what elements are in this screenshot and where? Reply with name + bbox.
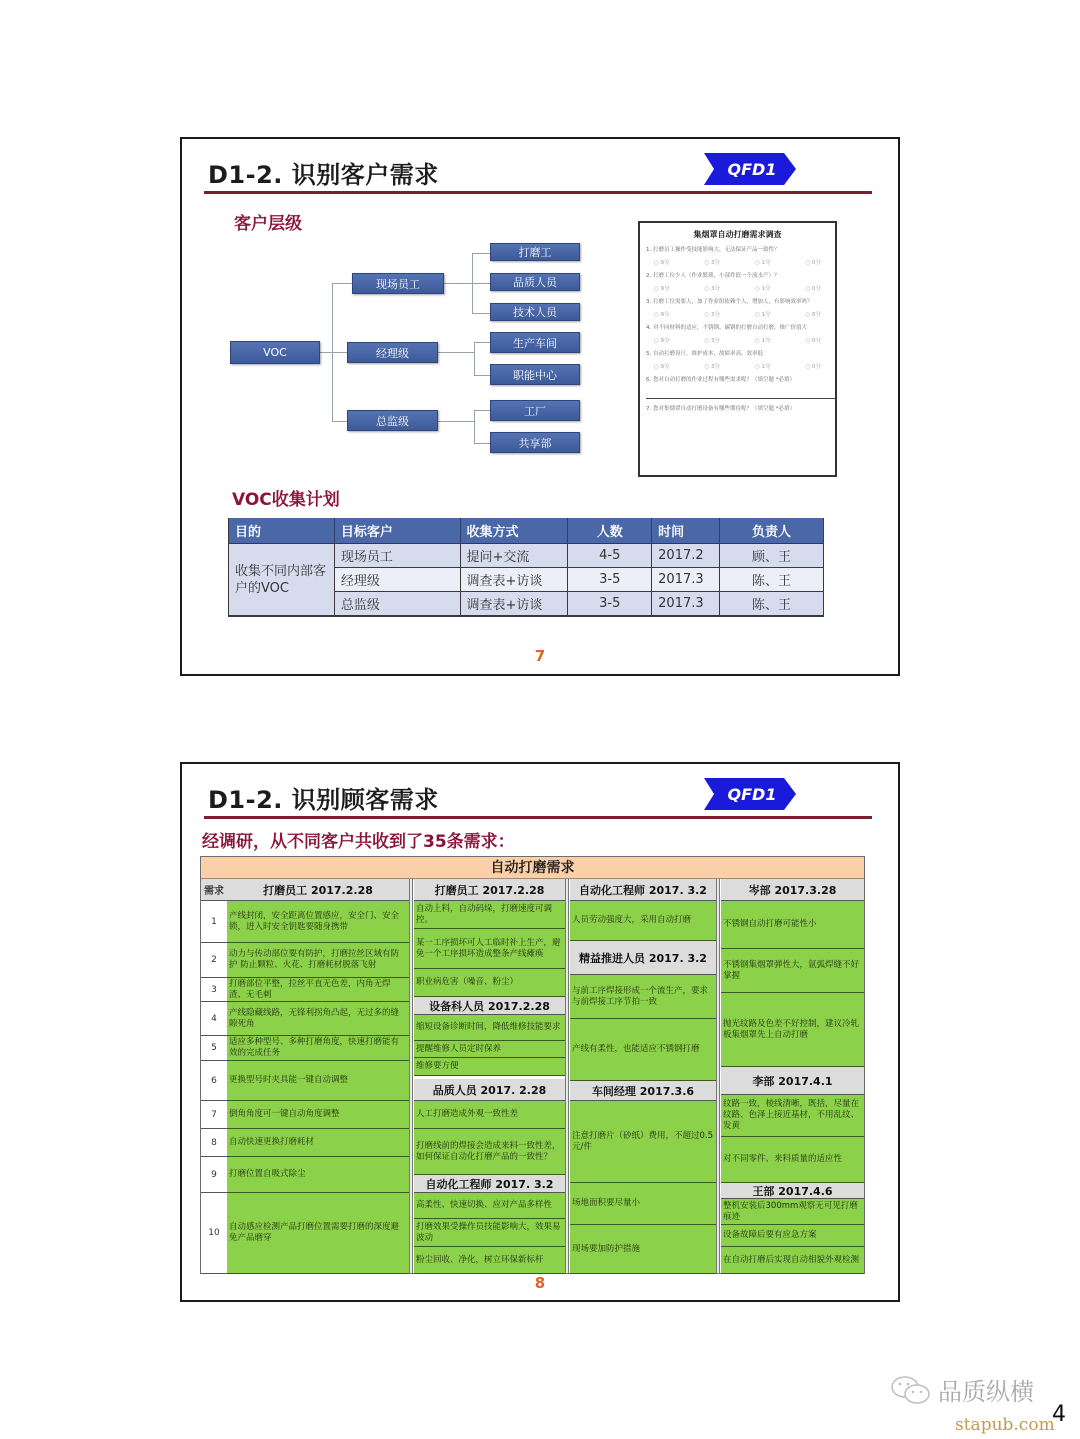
wechat-icon	[890, 1375, 932, 1405]
slide-title: D1-2. 识别客户需求	[208, 161, 439, 189]
page-number: 7	[534, 647, 546, 665]
need-cell: 整机安装后300mm观察无可见打磨痕迹	[721, 1199, 864, 1225]
col-header-target: 目标客户	[334, 518, 460, 544]
need-cell: 现场要加防护措施	[570, 1225, 716, 1274]
cell-purpose: 收集不同内部客户的VOC	[229, 544, 335, 617]
survey-option: ○ 0分	[805, 312, 821, 318]
row-number: 2	[201, 943, 227, 978]
group-header: 打磨员工 2017.2.28	[414, 879, 565, 901]
cell-method: 调查表+访谈	[460, 592, 568, 617]
survey-option: ○ 0分	[805, 364, 821, 370]
survey-option: ○ 0分	[805, 338, 821, 344]
survey-question: 3. 打磨工位需要人，加了作业组依赖个人，增加人，有影响效率吗？	[646, 299, 813, 305]
row-number: 4	[201, 1002, 227, 1036]
need-cell: 自动感应检测产品打磨位置需要打磨的深度避免产品磨穿	[227, 1193, 409, 1274]
arrow-badge-icon	[704, 778, 796, 810]
need-cell: 产线隐藏线路，无锋利拐角凸起，无过多的缝隙死角	[227, 1002, 409, 1036]
survey-option: ○ 9分	[654, 260, 670, 266]
survey-form-thumbnail	[638, 221, 837, 477]
org-node-voc: VOC	[230, 341, 320, 364]
survey-title: 集烟罩自动打磨需求调查	[693, 230, 782, 239]
column-grinding-equipment-quality-automation	[414, 879, 565, 1274]
cell-count: 3-5	[568, 592, 652, 617]
survey-question: 2. 打磨工位少人（作业繁琐，小部件值一个流水产）？	[646, 273, 780, 279]
survey-question: 5. 自动打磨设计，维护成本，故障率高，效率低	[646, 351, 763, 357]
cell-target: 现场员工	[334, 544, 460, 568]
col-header-count: 人数	[568, 518, 652, 544]
section-title-customer-levels: 客户层级	[234, 214, 302, 234]
row-number: 3	[201, 978, 227, 1002]
subtitle-35-needs: 经调研，从不同客户共收到了35条需求：	[202, 832, 515, 852]
group-header: 精益推进人员 2017. 3.2	[570, 941, 716, 975]
survey-option: ○ 3分	[704, 338, 721, 344]
watermark-brand	[890, 1372, 1034, 1407]
org-node-field-staff: 现场员工	[352, 273, 444, 294]
need-cell: 缩短设备诊断时间，降低维修技能要求	[414, 1015, 565, 1041]
cell-time: 2017.3	[652, 568, 720, 592]
need-cell: 自动上料，自动码垛，打磨速度可调控。	[414, 901, 565, 929]
survey-answer-line	[646, 398, 835, 399]
page-number: 8	[534, 1274, 546, 1292]
need-cell: 更换型号时夹具能一键自动调整	[227, 1061, 409, 1101]
badge-label: QFD1	[727, 785, 777, 804]
need-cell: 在自动打磨后实现自动相貌外观检测	[721, 1247, 864, 1274]
column-separator	[716, 879, 720, 1273]
watermark-site: stapub.com	[955, 1415, 1055, 1435]
group-header: 王部 2017.4.6	[721, 1183, 864, 1199]
cell-time: 2017.3	[652, 592, 720, 617]
cell-owner: 顾、王	[720, 544, 824, 568]
survey-option: ○ 3分	[704, 260, 721, 266]
need-cell: 设备故障后要有应急方案	[721, 1225, 864, 1247]
group-header: 车间经理 2017.3.6	[570, 1081, 716, 1101]
survey-option: ○ 0分	[805, 260, 821, 266]
survey-option: ○ 1分	[754, 364, 771, 370]
arrow-badge-icon	[704, 153, 796, 185]
need-cell: 职业病危害（噪音、粉尘）	[414, 969, 565, 997]
survey-option: ○ 1分	[754, 260, 771, 266]
col-header-need: 需求	[201, 879, 227, 901]
survey-question: 6. 您对自动打磨的作业过程有哪些需求呢？（填空题 *必填）	[646, 377, 795, 383]
survey-option: ○ 1分	[754, 338, 771, 344]
column-separator	[409, 879, 413, 1273]
voc-plan-table	[228, 518, 824, 617]
need-cell: 抛光纹路及色差不好控制，建议冷轧板集烟罩先上自动打磨	[721, 993, 864, 1067]
survey-options	[646, 358, 829, 372]
slide-title: D1-2. 识别顾客需求	[208, 786, 439, 814]
slide-identify-customer-needs	[180, 137, 900, 676]
column-automation-lean-workshop	[570, 879, 716, 1274]
need-cell: 打磨部位平整，拉丝平直无色差，内角无焊渣、无毛刺	[227, 978, 409, 1002]
slide-identify-client-needs	[180, 762, 900, 1302]
cell-time: 2017.2	[652, 544, 720, 568]
group-header: 品质人员 2017. 2.28	[414, 1079, 565, 1101]
need-cell: 场地面积要尽量小	[570, 1183, 716, 1225]
survey-question: 7. 您对集烟罩自动打磨设备有哪些期待呢？（填空题 *必填）	[646, 406, 795, 412]
survey-option: ○ 1分	[754, 312, 771, 318]
column-grinding-staff-1	[201, 879, 409, 1274]
qfd1-badge	[704, 153, 796, 185]
need-cell: 打磨线前的焊接会造成来料一致性差，如何保证自动化打磨产品的一致性？	[414, 1129, 565, 1175]
row-number: 10	[201, 1193, 227, 1274]
group-header: 李部 2017.4.1	[721, 1067, 864, 1095]
qfd1-badge	[704, 778, 796, 810]
badge-label: QFD1	[727, 160, 777, 179]
org-node-director: 总监级	[347, 410, 438, 431]
survey-options	[646, 280, 829, 294]
row-number: 9	[201, 1157, 227, 1193]
need-cell: 动力与传动部位要有防护，打磨拉丝区域有防护 防止颗粒、火花、打磨耗材脱落飞射	[227, 943, 409, 978]
need-cell: 打磨效果受操作员技能影响大，效果易波动	[414, 1219, 565, 1247]
need-cell: 提醒维修人员定时保养	[414, 1041, 565, 1058]
survey-option: ○ 9分	[654, 364, 670, 370]
org-node-tech-staff: 技术人员	[490, 303, 580, 321]
cell-count: 4-5	[568, 544, 652, 568]
document-page-number: 4	[1052, 1402, 1066, 1427]
need-cell: 与前工序焊接形成一个流生产，要求与前焊接工序节拍一致	[570, 975, 716, 1019]
group-header: 设备科人员 2017.2.28	[414, 997, 565, 1015]
table-row	[229, 544, 824, 568]
title-divider	[204, 191, 872, 194]
survey-question: 1. 打磨员工操作受技能影响大，无法保证产品一致性？	[646, 247, 780, 253]
cell-count: 3-5	[568, 568, 652, 592]
org-node-factory: 工厂	[490, 400, 580, 421]
need-cell: 纹路一致，棱线清晰，既括，尽量在纹路、色泽上接近基材，不用乱纹、发黄	[721, 1095, 864, 1137]
row-number: 1	[201, 901, 227, 943]
survey-options	[646, 254, 829, 268]
need-cell: 高柔性、快速切换、应对产品多样性	[414, 1193, 565, 1219]
col-header: 打磨员工 2017.2.28	[227, 879, 409, 901]
survey-options	[646, 332, 829, 346]
survey-question: 4. 对不同材料的适应，不锈钢、碳钢的打磨自动打磨，推广价值大	[646, 325, 807, 331]
survey-option: ○ 9分	[654, 338, 670, 344]
watermark-brand-text: 品质纵横	[938, 1378, 1034, 1406]
section-title-voc-plan: VOC收集计划	[232, 490, 340, 510]
col-header-time: 时间	[652, 518, 720, 544]
title-divider	[204, 816, 872, 819]
survey-option: ○ 3分	[704, 286, 721, 292]
row-number: 7	[201, 1101, 227, 1129]
need-cell: 不锈钢自动打磨可能性小	[721, 901, 864, 949]
col-header-purpose: 目的	[229, 518, 335, 544]
need-cell: 人员劳动强度大，采用自动打磨	[570, 901, 716, 941]
org-node-shared-dept: 共享部	[490, 432, 580, 453]
need-cell: 打磨位置自吸式除尘	[227, 1157, 409, 1193]
org-node-production-workshop: 生产车间	[490, 332, 580, 353]
group-header: 自动化工程师 2017. 3.2	[570, 879, 716, 901]
need-cell: 自动快速更换打磨耗材	[227, 1129, 409, 1157]
group-header: 自动化工程师 2017. 3.2	[414, 1175, 565, 1193]
cell-target: 总监级	[334, 592, 460, 617]
org-node-grinder: 打磨工	[490, 243, 580, 261]
survey-option: ○ 9分	[654, 286, 670, 292]
need-cell: 人工打磨造成外观一致性差	[414, 1101, 565, 1129]
group-header: 岑部 2017.3.28	[721, 879, 864, 901]
col-header-owner: 负责人	[720, 518, 824, 544]
table-banner: 自动打磨需求	[201, 857, 864, 879]
survey-option: ○ 1分	[754, 286, 771, 292]
cell-target: 经理级	[334, 568, 460, 592]
cell-method: 调查表+访谈	[460, 568, 568, 592]
survey-options	[646, 306, 829, 320]
need-cell: 适应多种型号、多种打磨角度，快速打磨能有效的完成任务	[227, 1036, 409, 1061]
column-separator	[565, 879, 569, 1273]
org-node-function-center: 职能中心	[490, 364, 580, 385]
row-number: 8	[201, 1129, 227, 1157]
survey-option: ○ 0分	[805, 286, 821, 292]
cell-method: 提问+交流	[460, 544, 568, 568]
need-cell: 产线有柔性，也能适应不锈钢打磨	[570, 1019, 716, 1081]
org-node-quality-staff: 品质人员	[490, 273, 580, 291]
survey-option: ○ 9分	[654, 312, 670, 318]
org-node-manager: 经理级	[347, 342, 438, 363]
need-cell: 产线封闭，安全距离位置感应，安全门、安全锁，进入时安全钥匙要随身携带	[227, 901, 409, 943]
row-number: 5	[201, 1036, 227, 1061]
need-cell: 粉尘回收、净化，树立环保新标杆	[414, 1247, 565, 1274]
cell-owner: 陈、王	[720, 592, 824, 617]
cell-owner: 陈、王	[720, 568, 824, 592]
column-department-heads	[721, 879, 864, 1274]
survey-option: ○ 3分	[704, 364, 721, 370]
need-cell: 对不同零件、来料质量的适应性	[721, 1137, 864, 1183]
need-cell: 维修要方便	[414, 1058, 565, 1076]
need-cell: 不锈钢集烟罩弹性大，氩弧焊缝不好掌握	[721, 949, 864, 993]
need-cell: 倒角角度可一键自动角度调整	[227, 1101, 409, 1129]
col-header-method: 收集方式	[460, 518, 568, 544]
need-cell: 注意打磨片（砂纸）费用，不超过0.5元/件	[570, 1101, 716, 1183]
survey-option: ○ 3分	[704, 312, 721, 318]
table-header-row	[229, 518, 824, 544]
need-cell: 某一工序损坏可人工临时补上生产，避免一个工序损坏造成整条产线瘫痪	[414, 929, 565, 969]
requirements-table	[200, 856, 865, 1274]
row-number: 6	[201, 1061, 227, 1101]
